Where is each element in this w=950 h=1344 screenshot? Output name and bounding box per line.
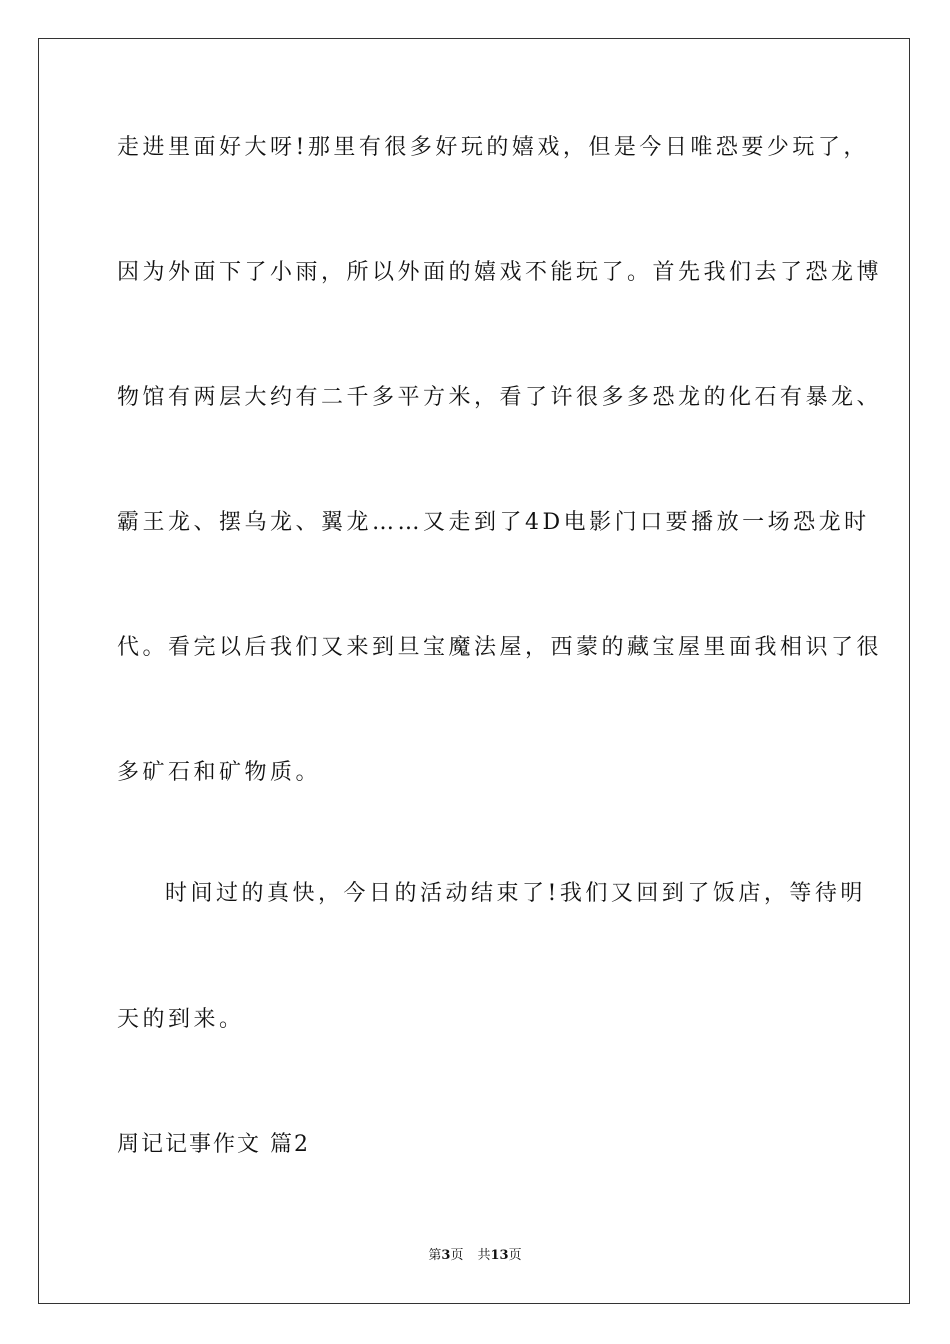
total-suffix: 页 bbox=[508, 1248, 522, 1263]
paragraph-line: 因为外面下了小雨，所以外面的嬉戏不能玩了。首先我们去了恐龙博 bbox=[117, 260, 883, 285]
paragraph-line: 走进里面好大呀!那里有很多好玩的嬉戏，但是今日唯恐要少玩了， bbox=[117, 135, 869, 160]
page-number: 3 bbox=[441, 1248, 451, 1263]
section-heading: 周记记事作文 篇2 bbox=[117, 1132, 310, 1157]
paragraph-line: 天的到来。 bbox=[117, 1007, 245, 1032]
paragraph-line: 代。看完以后我们又来到旦宝魔法屋，西蒙的藏宝屋里面我相识了很 bbox=[117, 635, 883, 660]
page-suffix: 页 bbox=[450, 1248, 464, 1263]
paragraph-line: 霸王龙、摆乌龙、翼龙……又走到了4D电影门口要播放一场恐龙时 bbox=[117, 510, 870, 535]
paragraph-line-indented: 时间过的真快，今日的活动结束了!我们又回到了饭店，等待明 bbox=[165, 881, 866, 906]
total-pages: 13 bbox=[490, 1248, 509, 1263]
paragraph-line: 多矿石和矿物质。 bbox=[117, 760, 322, 785]
page-footer bbox=[0, 1246, 950, 1266]
total-prefix: 共 bbox=[477, 1248, 491, 1263]
page-prefix: 第 bbox=[428, 1248, 442, 1263]
paragraph-line: 物馆有两层大约有二千多平方米，看了许很多多恐龙的化石有暴龙、 bbox=[117, 385, 883, 410]
page-border bbox=[38, 38, 910, 1304]
